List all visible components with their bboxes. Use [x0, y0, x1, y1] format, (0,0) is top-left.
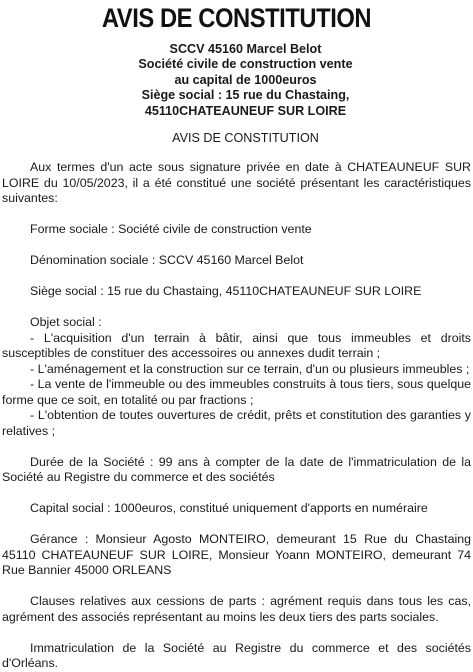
- siege-social-paragraph: Siège social : 15 rue du Chastaing, 45110CHATEAUNEUF SUR LOIRE: [30, 284, 422, 299]
- forme-sociale-paragraph: Forme sociale : Société civile de construction vente: [30, 222, 312, 237]
- objet-social-section: [2, 315, 471, 439]
- company-type: Société civile de construction vente: [138, 57, 353, 72]
- intro-paragraph: Aux termes d'un acte sous signature privée en date à CHATEAUNEUF SUR LOIRE du 10/05/2023, il a été constitué une société présentant les caractéristiques suivantes:: [2, 160, 471, 206]
- objet-item: - La vente de l'immeuble ou des immeubles construits à tous tiers, sous quelque forme que ce soit, en totalité ou par fractions ;: [2, 377, 471, 407]
- denomination-paragraph: Dénomination sociale : SCCV 45160 Marcel Belot: [30, 253, 304, 268]
- objet-item: - L'obtention de toutes ouvertures de crédit, prêts et constitution des garanties y relatives ;: [2, 408, 471, 438]
- company-name: SCCV 45160 Marcel Belot: [169, 42, 322, 56]
- objet-social-title: Objet social :: [30, 315, 102, 330]
- company-seat-line1: Siège social : 15 rue du Chastaing,: [141, 88, 350, 103]
- clauses-paragraph: Clauses relatives aux cessions de parts : agrément requis dans tous les cas, agrément des associés représentant au moins les deux tiers des parts sociales.: [2, 594, 471, 624]
- gerance-paragraph: Gérance : Monsieur Agosto MONTEIRO, demeurant 15 Rue du Chastaing 45110 CHATEAUNEUF SUR LOIRE, Monsieur Yoann MONTEIRO, demeurant 74 Rue Bannier 45000 ORLEANS: [2, 532, 471, 578]
- company-seat-line2: 45110CHATEAUNEUF SUR LOIRE: [144, 103, 347, 118]
- objet-item: - L'acquisition d'un terrain à bâtir, ainsi que tous immeubles et droits susceptibles de constituer des accessoires ou annexes dudit terrain ;: [2, 330, 471, 361]
- notice-body: [2, 160, 471, 672]
- company-capital: au capital de 1000euros: [174, 72, 317, 87]
- immatriculation-paragraph: Immatriculation de la Société au Registre du commerce et des sociétés d'Orléans.: [2, 640, 471, 671]
- notice-headline: AVIS DE CONSTITUTION: [101, 3, 372, 33]
- capital-paragraph: Capital social : 1000euros, constitué uniquement d'apports en numéraire: [30, 501, 428, 516]
- notice-subheading: AVIS DE CONSTITUTION: [172, 131, 319, 146]
- duree-paragraph: Durée de la Société : 99 ans à compter de la date de l'immatriculation de la Société au Registre du commerce et des sociétés: [2, 454, 471, 485]
- objet-item: - L'aménagement et la construction sur ce terrain, d'un ou plusieurs immeubles ;: [30, 361, 470, 376]
- company-header-block: [2, 42, 471, 119]
